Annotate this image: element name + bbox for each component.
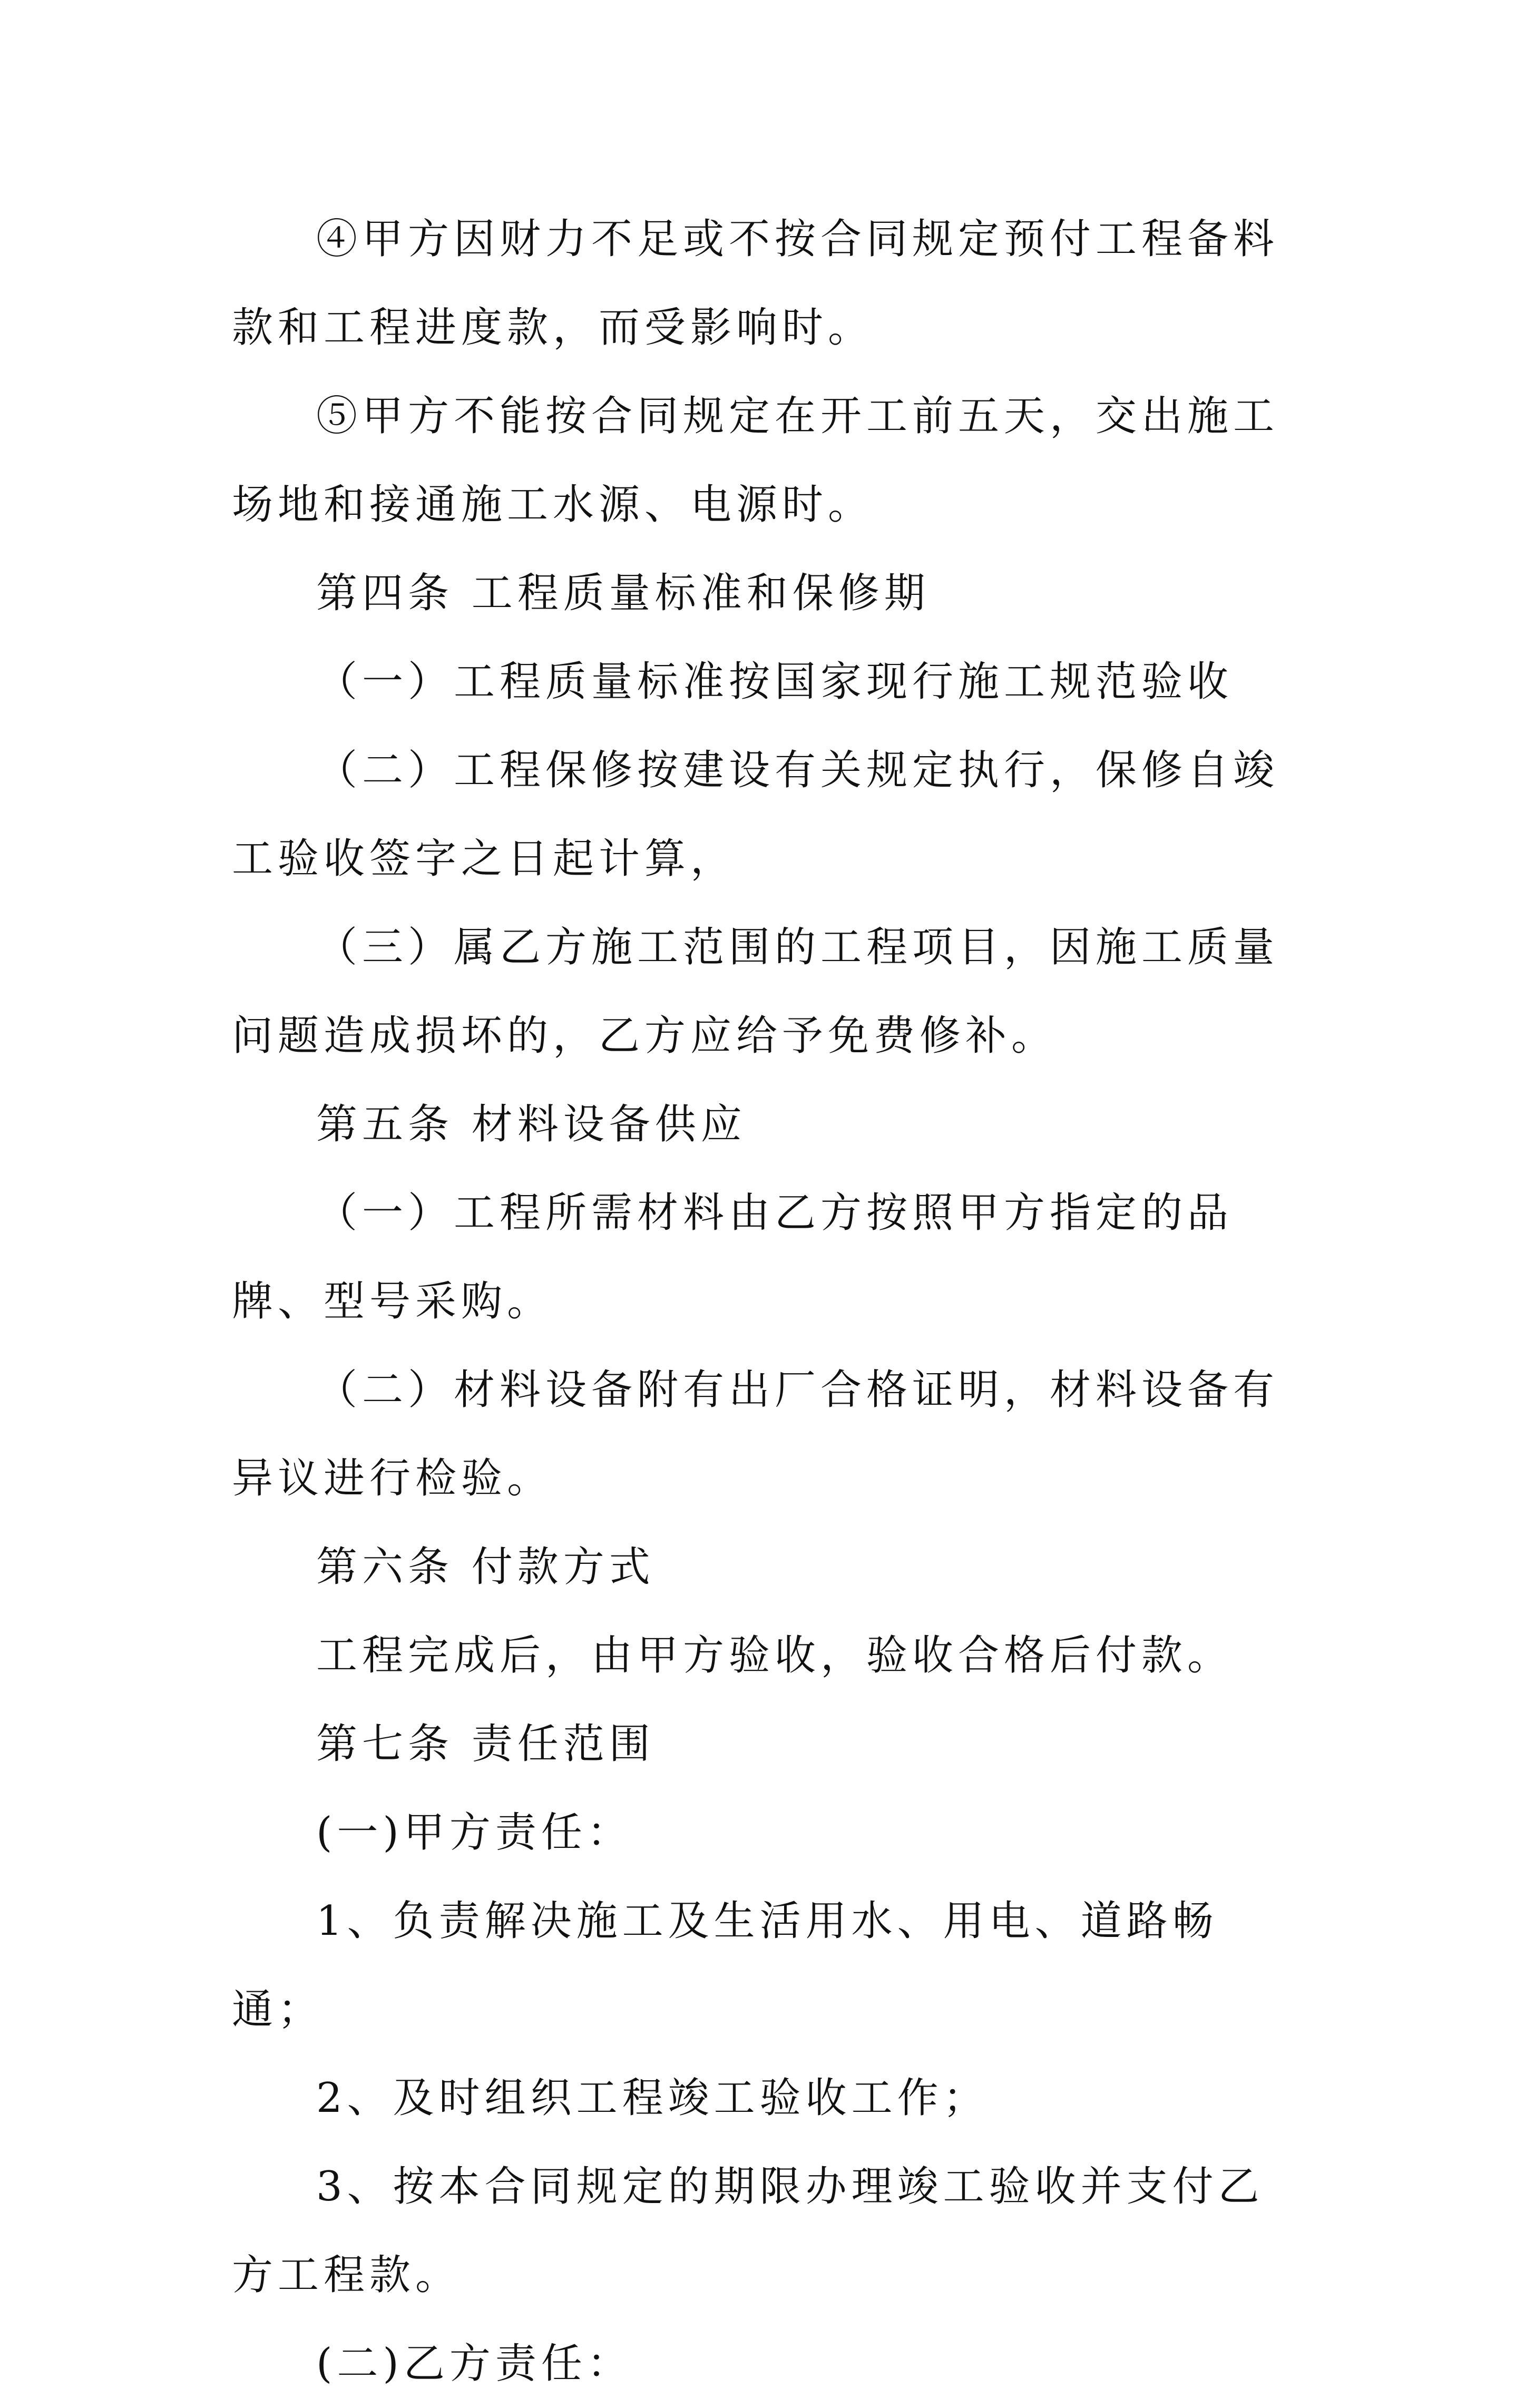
article-7-party-a-heading: (一)甲方责任：: [316, 1809, 633, 1856]
document-body: [232, 195, 1307, 2408]
article-7-party-a-item-2: 2、及时组织工程竣工验收工作；: [316, 2074, 989, 2122]
article-4-item-1: （一）工程质量标准按国家现行施工规范验收: [316, 658, 1234, 706]
article-5-heading: 第五条 材料设备供应: [316, 1101, 747, 1148]
article-6-heading: 第六条 付款方式: [316, 1543, 655, 1591]
article-6-body: 工程完成后，由甲方验收，验收合格后付款。: [316, 1632, 1234, 1679]
paragraph-clause-5: ⑤甲方不能按合同规定在开工前五天，交出施工场地和接通施工水源、电源时。: [232, 393, 1279, 528]
article-5-item-1: （一）工程所需材料由乙方按照甲方指定的品牌、型号采购。: [232, 1189, 1234, 1325]
article-7-party-b-heading: (二)乙方责任：: [316, 2340, 633, 2387]
article-4-item-3: （三）属乙方施工范围的工程项目，因施工质量问题造成损坏的，乙方应给予免费修补。: [232, 924, 1279, 1060]
paragraph-clause-4: ④甲方因财力不足或不按合同规定预付工程备料款和工程进度款，而受影响时。: [232, 216, 1279, 351]
article-7-party-a-item-3: 3、按本合同规定的期限办理竣工验收并支付乙方工程款。: [232, 2163, 1264, 2299]
article-7-party-a-item-1: 1、负责解决施工及生活用水、用电、道路畅通；: [232, 1897, 1218, 2033]
article-5-item-2: （二）材料设备附有出厂合格证明，材料设备有异议进行检验。: [232, 1366, 1279, 1502]
article-4-heading: 第四条 工程质量标准和保修期: [316, 570, 930, 617]
article-7-heading: 第七条 责任范围: [316, 1720, 655, 1768]
article-4-item-2: （二）工程保修按建设有关规定执行，保修自竣工验收签字之日起计算，: [232, 747, 1279, 883]
